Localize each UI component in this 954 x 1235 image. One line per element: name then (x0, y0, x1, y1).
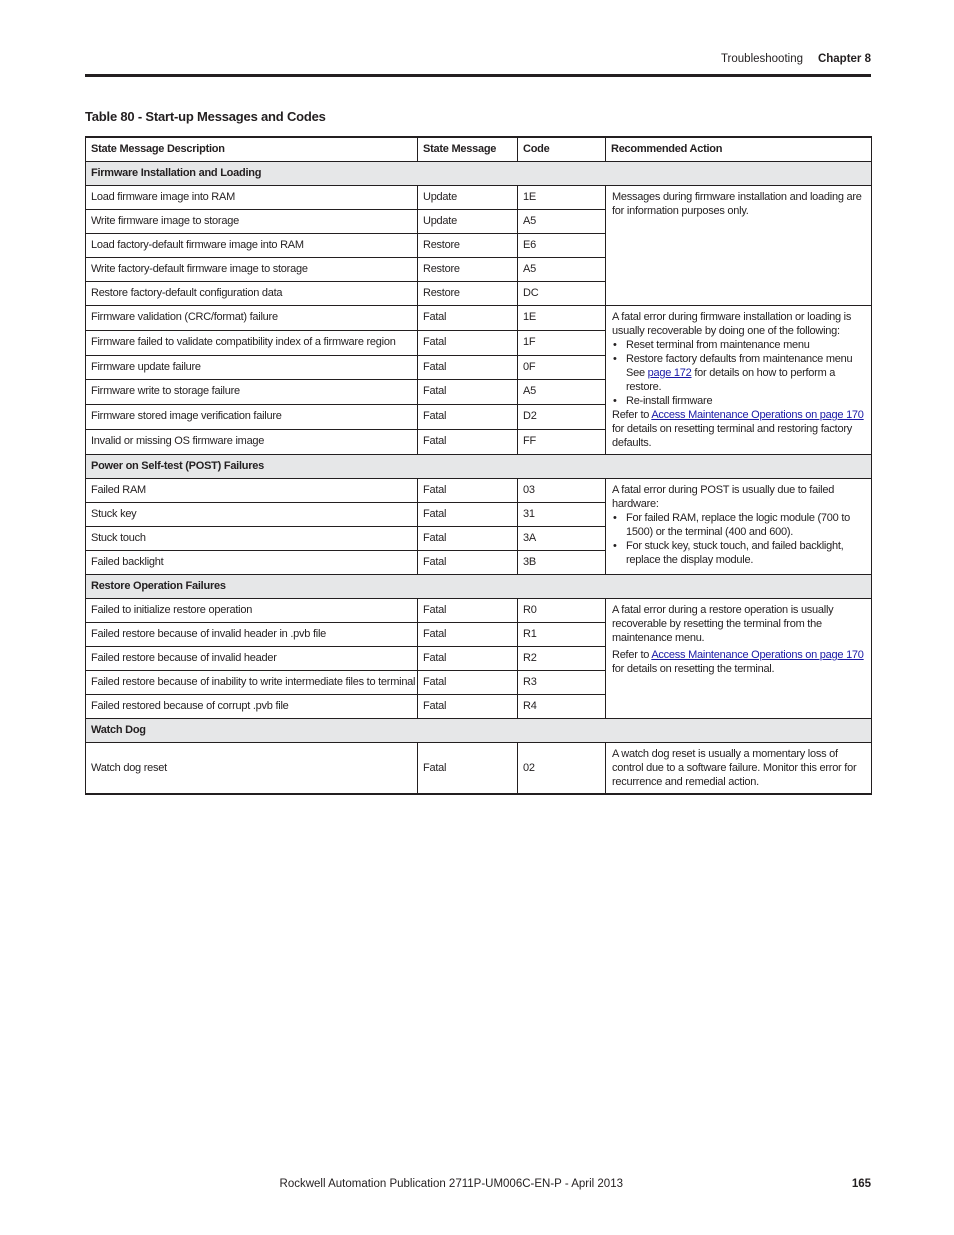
col-header-recommended-action: Recommended Action (606, 137, 872, 162)
action-bullet-text: Restore factory defaults from maintenance menu (626, 353, 853, 365)
cell-state-message: Restore (418, 258, 518, 282)
section-title: Power on Self-test (POST) Failures (86, 455, 872, 479)
ref-suffix: for details on resetting terminal and restoring factory defaults. (612, 423, 852, 449)
cell-recommended-action (606, 599, 872, 719)
cell-recommended-action (606, 743, 872, 795)
cell-description: Failed restore because of invalid header in .pvb file (86, 623, 418, 647)
cell-description: Failed RAM (86, 479, 418, 503)
action-text: A watch dog reset is usually a momentary loss of control due to a software failure. Monitor this error for recurrence and remedial action. (612, 748, 857, 788)
cell-description: Firmware update failure (86, 355, 418, 380)
maintenance-operations-link[interactable]: Access Maintenance Operations on page 170 (651, 649, 864, 661)
page-footer (85, 1176, 871, 1196)
action-intro: A fatal error during POST is usually due to failed hardware: (612, 484, 835, 510)
col-header-code: Code (518, 137, 606, 162)
section-row (86, 162, 872, 186)
page-header (85, 50, 871, 76)
cell-description: Firmware stored image verification failure (86, 405, 418, 430)
page-number: 165 (851, 1178, 871, 1190)
cell-code: 1E (518, 186, 606, 210)
cell-description: Watch dog reset (86, 743, 418, 795)
cell-code: 31 (518, 503, 606, 527)
cell-description: Invalid or missing OS firmware image (86, 430, 418, 455)
publication-info: Rockwell Automation Publication 2711P-UM006C-EN-P - April 2013 (279, 1178, 623, 1190)
ref-suffix: for details on resetting the terminal. (612, 663, 775, 675)
cell-state-message: Update (418, 210, 518, 234)
cell-description: Firmware write to storage failure (86, 380, 418, 405)
section-title: Restore Operation Failures (86, 575, 872, 599)
cell-code: 1E (518, 306, 606, 331)
cell-code: R0 (518, 599, 606, 623)
table-header-row (86, 137, 872, 162)
startup-messages-table (85, 136, 872, 795)
section-row (86, 455, 872, 479)
table-row (86, 306, 872, 331)
action-text: Messages during firmware installation and loading are for information purposes only. (612, 191, 862, 217)
cell-state-message: Fatal (418, 503, 518, 527)
header-chapter: Chapter 8 (817, 53, 871, 65)
cell-description: Stuck touch (86, 527, 418, 551)
cell-code: A5 (518, 258, 606, 282)
cell-state-message: Fatal (418, 405, 518, 430)
cell-code: A5 (518, 210, 606, 234)
action-bullet: • Re-install firmware (612, 394, 865, 408)
cell-description: Stuck key (86, 503, 418, 527)
cell-state-message: Fatal (418, 671, 518, 695)
cell-description: Write factory-default firmware image to storage (86, 258, 418, 282)
header-section-title: Troubleshooting (720, 53, 803, 65)
cell-state-message: Fatal (418, 479, 518, 503)
cell-state-message: Fatal (418, 695, 518, 719)
action-bullet-list (612, 511, 865, 567)
cell-description: Restore factory-default configuration data (86, 282, 418, 306)
section-row (86, 719, 872, 743)
cell-code: A5 (518, 380, 606, 405)
action-reference (612, 408, 865, 450)
cell-description: Failed backlight (86, 551, 418, 575)
ref-prefix: Refer to (612, 649, 652, 661)
action-bullet (612, 352, 865, 394)
action-bullet-list (612, 338, 865, 408)
table-row (86, 186, 872, 210)
cell-state-message: Fatal (418, 527, 518, 551)
table-caption: Table 80 - Start-up Messages and Codes (85, 109, 326, 124)
ref-prefix: Refer to (612, 409, 652, 421)
cell-description: Failed to initialize restore operation (86, 599, 418, 623)
section-title: Firmware Installation and Loading (86, 162, 872, 186)
section-row (86, 575, 872, 599)
cell-code: R3 (518, 671, 606, 695)
cell-code: R4 (518, 695, 606, 719)
see-prefix: See (626, 367, 648, 379)
cell-description: Load factory-default firmware image into RAM (86, 234, 418, 258)
cell-code: 1F (518, 330, 606, 355)
cell-state-message: Fatal (418, 355, 518, 380)
cell-code: 0F (518, 355, 606, 380)
table-row (86, 479, 872, 503)
cell-recommended-action (606, 186, 872, 306)
cell-state-message: Fatal (418, 743, 518, 795)
cell-code: E6 (518, 234, 606, 258)
cell-state-message: Fatal (418, 551, 518, 575)
cell-code: 3A (518, 527, 606, 551)
header-rule (85, 74, 871, 77)
col-header-state-message: State Message (418, 137, 518, 162)
cell-state-message: Fatal (418, 380, 518, 405)
action-reference (612, 648, 865, 676)
cell-state-message: Fatal (418, 306, 518, 331)
cell-description: Firmware failed to validate compatibility index of a firmware region (86, 330, 418, 355)
cell-code: R1 (518, 623, 606, 647)
action-bullet: • For failed RAM, replace the logic module (700 to 1500) or the terminal (400 and 600). (612, 511, 865, 539)
action-intro: A fatal error during a restore operation is usually recoverable by resetting the terminal from the maintenance menu. (612, 604, 834, 644)
cell-description: Failed restored because of corrupt .pvb file (86, 695, 418, 719)
action-bullet: • For stuck key, stuck touch, and failed backlight, replace the display module. (612, 539, 865, 567)
cell-code: R2 (518, 647, 606, 671)
cell-code: 02 (518, 743, 606, 795)
table-row (86, 599, 872, 623)
cell-state-message: Fatal (418, 330, 518, 355)
cell-description: Failed restore because of inability to write intermediate files to terminal (86, 671, 418, 695)
cell-code: D2 (518, 405, 606, 430)
page-172-link[interactable]: page 172 (647, 367, 692, 379)
cell-state-message: Update (418, 186, 518, 210)
action-intro: A fatal error during firmware installation or loading is usually recoverable by doing one of the following: (612, 311, 852, 337)
cell-description: Firmware validation (CRC/format) failure (86, 306, 418, 331)
cell-code: 03 (518, 479, 606, 503)
cell-recommended-action (606, 479, 872, 575)
action-bullet: • Reset terminal from maintenance menu (612, 338, 865, 352)
cell-state-message: Fatal (418, 623, 518, 647)
cell-description: Load firmware image into RAM (86, 186, 418, 210)
maintenance-operations-link[interactable]: Access Maintenance Operations on page 170 (651, 409, 864, 421)
see-suffix: for details on how to perform a restore. (626, 367, 836, 393)
cell-recommended-action (606, 306, 872, 455)
cell-state-message: Restore (418, 282, 518, 306)
col-header-description: State Message Description (86, 137, 418, 162)
cell-code: 3B (518, 551, 606, 575)
cell-state-message: Fatal (418, 430, 518, 455)
cell-state-message: Restore (418, 234, 518, 258)
cell-description: Failed restore because of invalid header (86, 647, 418, 671)
cell-description: Write firmware image to storage (86, 210, 418, 234)
cell-state-message: Fatal (418, 599, 518, 623)
cell-code: FF (518, 430, 606, 455)
table-row (86, 743, 872, 795)
cell-code: DC (518, 282, 606, 306)
cell-state-message: Fatal (418, 647, 518, 671)
section-title: Watch Dog (86, 719, 872, 743)
